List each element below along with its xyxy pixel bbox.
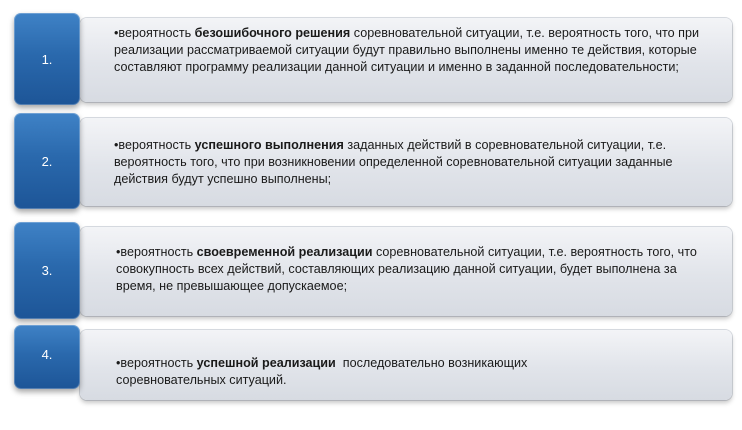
- item-lead-1: •вероятность: [114, 26, 195, 40]
- item-text-2: [114, 137, 677, 188]
- item-number-badge-4: [14, 325, 80, 389]
- item-text-3: [116, 244, 706, 295]
- item-number-badge-3: [14, 222, 80, 319]
- item-number-4: 4.: [41, 347, 53, 362]
- item-description-3: соревновательной ситуации, т.е. вероятность того, что совокупность всех действий, составляющих реализацию данной ситуации, будет выполнена за время, не превышающее допускаемое;: [116, 245, 701, 293]
- item-lead-4: •вероятность: [116, 356, 197, 370]
- item-lead-2: •вероятность: [114, 138, 195, 152]
- item-description-1: соревновательной ситуации, т.е. вероятность того, что при реализации рассматриваемой ситуации будут правильно выполнены именно те действия, которые составляют программу реализации данной ситуации и именно в заданной последовательности;: [114, 26, 703, 74]
- item-description-2: заданных действий в соревновательной ситуации, т.е. вероятность того, что при возникновении определенной соревновательной ситуации заданные действия будут успешно выполнены;: [114, 138, 677, 186]
- item-number-2: 2.: [41, 153, 53, 169]
- item-lead-3: •вероятность: [116, 245, 197, 259]
- item-description-4: последовательно возникающих соревновательных ситуаций.: [116, 356, 531, 387]
- item-emphasis-4: успешной реализации: [196, 356, 336, 370]
- item-emphasis-3: своевременной реализации: [196, 245, 373, 259]
- item-number-3: 3.: [41, 263, 53, 278]
- item-emphasis-2: успешного выполнения: [194, 138, 344, 152]
- item-emphasis-1: безошибочного решения: [194, 26, 351, 40]
- item-number-1: 1.: [41, 51, 53, 67]
- item-number-badge-2: [14, 113, 80, 209]
- item-text-4: [116, 355, 586, 389]
